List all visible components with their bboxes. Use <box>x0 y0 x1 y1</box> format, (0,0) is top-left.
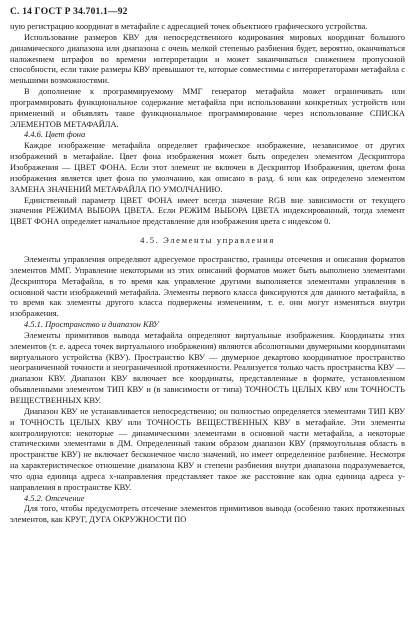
document-page <box>10 6 405 525</box>
paragraph: Элементы управления определяют адресуемое пространство, границы отсечения и описания форматов элементов ММГ. Управление некоторыми из этих описаний форматов может быть выполнено элементами Дескриптора Метафайла, в то время как управление другими выполняется элементами управления в основной части изображений метафайла. Элементы первого класса фиксируются для данного метафайла, в то время как элементы другого класса подвержены изменениям, т. е. они могут изменяться внутри изображения. <box>10 254 405 319</box>
paragraph: В дополнение к программируемому ММГ генератор метафайла может ограничивать или программировать функциональное содержание метафайла при использовании конкретных устройств или применений и объявлять такое функциональное программирование через использование СПИСКА ЭЛЕМЕНТОВ МЕТАФАЙЛА. <box>10 86 405 129</box>
paragraph: ную регистрацию координат в метафайле с адресацией точек объектного графического устройства. <box>10 21 368 31</box>
page-header: С. 14 ГОСТ Р 34.701.1—92 <box>10 7 128 17</box>
section-title: 4.5. Элементы управления <box>140 235 275 246</box>
subsection-heading: 4.4.6. Цвет фона <box>24 129 86 140</box>
paragraph: Использование размеров КВУ для непосредственного кодирования мировых координат большого динамического диапазона или диапазона с очень мелкой степенью разбиения будет, вероятно, оканчиваться наложением штрафов во времени интерпретации и может заканчиваться снижением пропускной способности, если такие размеры КВУ превышают те, которые совместимы с интерпретаторами метафайла с меньшими возможностями. <box>10 31 405 86</box>
paragraph: Элементы примитивов вывода метафайла определяют виртуальные изображения. Координаты этих элементов (т. е. адреса точек виртуального изображения) являются абсолютными двумерными координатами виртуального устройства (КВУ). Пространство КВУ — двумерное декартово координатное пространство неограниченной точности и неограниченной протяженности. Реализуется только часть пространства КВУ — диапазон КВУ. Диапазон КВУ включает все координаты, представленные в формате, установленном объявленными элементом ТИП КВУ и (в зависимости от типа) ТОЧНОСТЬ ЦЕЛЫХ КВУ или ТОЧНОСТЬ ВЕЩЕСТВЕННЫХ КВУ. <box>10 329 405 405</box>
paragraph: Для того, чтобы предусмотреть отсечение элементов примитивов вывода (особенно таких протяженных элементов, как КРУГ, ДУГА ОКРУЖНОСТИ ПО <box>10 503 405 525</box>
subsection-heading: 4.5.2. Отсечение <box>24 492 85 503</box>
document-body <box>10 21 405 525</box>
paragraph: Диапазон КВУ не устанавливается непосредственно; он полностью определяется элементами ТИП КВУ и ТОЧНОСТЬ ЦЕЛЫХ КВУ или ТОЧНОСТЬ ВЕЩЕСТВЕННЫХ КВУ в метафайле. Эти элементы контролируются: некоторые — динамическими элементами в основной части метафайла, а некоторые статическими элементами в ДМ. Определенный таким образом диапазон КВУ (прямоугольная область в пространстве КВУ) не включает бесконечное число значений, но имеет определенное разбиение. Несмотря на характеристическое отношение диапазона КВУ и степени разбиения внутри диапазона подразумевается, что одна единица адреса x-направления представляет такое же расстояние как одна единица адреса y-направления в пространстве КВУ. <box>10 405 405 492</box>
subsection-heading: 4.5.1. Пространство и диапазон КВУ <box>24 319 159 330</box>
paragraph: Каждое изображение метафайла определяет графическое изображение, независимое от других изображений в метафайле. Цвет фона изображения может быть определен элементом Дескриптора Изображения — ЦВЕТ ФОНА. Если этот элемент не включен в Дескриптор Изображения, цветом фона изображения является цвет фона по умолчанию, как описано в разд. 6 или как определено элементом ЗАМЕНА ЗНАЧЕНИЙ МЕТАФАЙЛА ПО УМОЛЧАНИЮ. <box>10 140 405 194</box>
paragraph: Единственный параметр ЦВЕТ ФОНА имеет всегда значение RGB вне зависимости от текущего значения РЕЖИМА ВЫБОРА ЦВЕТА. Если РЕЖИМ ВЫБОРА ЦВЕТА индексированный, тогда элемент ЦВЕТ ФОНА определяет начальное представление для изображения цвета с индексом 0. <box>10 194 405 227</box>
